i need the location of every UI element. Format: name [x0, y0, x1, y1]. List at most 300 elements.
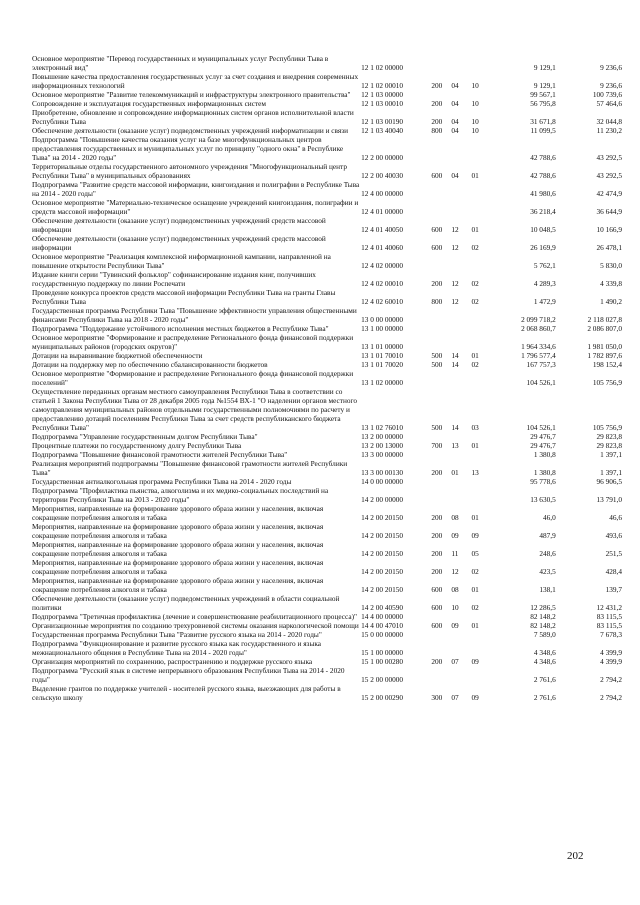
row-section: 10	[451, 603, 459, 612]
row-name: Издание книги серии "Тувинский фольклор" софинансирование издания книг, получивших государственную поддержку по линии Роспечати	[32, 270, 316, 288]
row-expense-type: 600	[431, 243, 443, 252]
row-subsection	[471, 432, 489, 441]
row-section	[451, 639, 471, 657]
row-amount-second: 46,6	[609, 513, 622, 522]
row-code: 12 1 03 00190	[361, 117, 404, 126]
row-amount-first: 10 048,5	[530, 225, 556, 234]
row-amount-first: 104 526,1	[526, 423, 556, 432]
row-code: 14 2 00 20150	[361, 585, 404, 594]
table-row	[32, 540, 622, 558]
row-name: Подпрограмма "Повышение финансовой грамотности жителей Республики Тыва"	[32, 450, 288, 459]
row-amount-second: 36 644,9	[596, 207, 622, 216]
row-expense-type: 800	[431, 126, 443, 135]
row-amount-second: 5 830,0	[600, 261, 622, 270]
row-amount-second: 11 230,2	[596, 126, 622, 135]
row-section: 04	[451, 126, 459, 135]
table-row	[32, 108, 622, 126]
row-section	[451, 432, 471, 441]
row-section	[451, 306, 471, 324]
row-section: 12	[451, 279, 459, 288]
table-row	[32, 639, 622, 657]
row-expense-type: 500	[431, 351, 443, 360]
row-amount-second: 57 464,6	[596, 99, 622, 108]
row-expense-type: 700	[431, 441, 443, 450]
row-expense-type: 300	[431, 693, 443, 702]
row-amount-first: 2 068 860,7	[521, 324, 556, 333]
row-code: 14 2 00 40590	[361, 603, 404, 612]
row-section: 09	[451, 531, 459, 540]
row-amount-second: 32 044,8	[596, 117, 622, 126]
table-row	[32, 459, 622, 477]
row-amount-second: 1 490,2	[600, 297, 622, 306]
table-row	[32, 576, 622, 594]
row-name: Подпрограмма "Русский язык в системе непрерывного образования Республики Тыва на 2014 - 2020 годы"	[32, 666, 345, 684]
row-expense-type	[431, 477, 451, 486]
row-amount-second: 2 794,2	[600, 693, 622, 702]
row-amount-first: 41 980,6	[530, 189, 556, 198]
row-code: 15 0 00 00000	[361, 630, 404, 639]
row-code: 12 4 02 60010	[361, 297, 404, 306]
row-code: 14 2 00 20150	[361, 531, 404, 540]
row-name: Мероприятия, направленные на формирование здорового образа жизни у населения, включая сокращение потребления алкоголя и табака	[32, 576, 324, 594]
row-expense-type	[431, 54, 451, 72]
row-amount-first: 1 796 577,4	[521, 351, 556, 360]
row-name: Мероприятия, направленные на формирование здорового образа жизни у населения, включая сокращение потребления алкоголя и табака	[32, 504, 324, 522]
row-name: Дотации на поддержку мер по обеспечению сбалансированности бюджетов	[32, 360, 268, 369]
row-subsection: 02	[471, 603, 479, 612]
row-section	[451, 90, 471, 99]
row-subsection: 01	[471, 441, 479, 450]
row-code: 14 4 00 00000	[361, 612, 404, 621]
row-section: 12	[451, 243, 459, 252]
row-expense-type	[431, 639, 451, 657]
row-name: Подпрограмма "Управление государственным долгом Республики Тыва"	[32, 432, 258, 441]
row-code: 12 4 02 00000	[361, 261, 404, 270]
row-subsection: 09	[471, 531, 479, 540]
table-row	[32, 54, 622, 72]
row-amount-first: 423,5	[539, 567, 556, 576]
row-section: 12	[451, 225, 459, 234]
row-subsection: 01	[471, 585, 479, 594]
row-expense-type: 600	[431, 603, 443, 612]
row-section	[451, 135, 471, 162]
row-subsection: 09	[471, 657, 479, 666]
row-amount-second: 1 397,1	[600, 468, 622, 477]
row-code: 13 3 00 00130	[361, 468, 404, 477]
row-code: 14 2 00 20150	[361, 549, 404, 558]
row-subsection: 02	[471, 279, 479, 288]
row-expense-type	[431, 90, 451, 99]
row-subsection	[471, 252, 489, 270]
table-row	[32, 198, 622, 216]
row-code: 12 4 00 00000	[361, 189, 404, 198]
row-name: Подпрограмма "Профилактика пьянства, алкоголизма и их медико-социальных последствий на территории Республики Тыва на 2013 - 2020 годы"	[32, 486, 329, 504]
row-expense-type: 200	[431, 531, 443, 540]
row-section: 04	[451, 171, 459, 180]
row-name: Обеспечение деятельности (оказание услуг) подведомственных учреждений средств массовой информации	[32, 234, 326, 252]
row-amount-first: 82 148,2	[530, 621, 556, 630]
row-amount-second: 26 478,1	[596, 243, 622, 252]
row-amount-second: 100 739,6	[592, 90, 622, 99]
table-row	[32, 99, 622, 108]
row-code: 13 2 00 13000	[361, 441, 404, 450]
table-row	[32, 360, 622, 369]
table-row	[32, 594, 622, 612]
row-code: 13 0 00 00000	[361, 315, 404, 324]
row-name: Дотации на выравнивание бюджетной обеспеченности	[32, 351, 203, 360]
row-name: Обеспечение деятельности (оказание услуг) подведомственных учреждений в области социальной политики	[32, 594, 340, 612]
table-row	[32, 72, 622, 90]
row-section: 04	[451, 81, 459, 90]
row-section: 08	[451, 513, 459, 522]
row-amount-second: 13 791,0	[596, 495, 622, 504]
row-subsection: 01	[471, 513, 479, 522]
row-subsection: 01	[471, 351, 479, 360]
row-section: 04	[451, 117, 459, 126]
row-amount-first: 42 788,6	[530, 171, 556, 180]
row-name: Подпрограмма "Функционирование и развитие русского языка как государственного и языка межнационального общения в Республике Тыва на 2014 - 2020 годы"	[32, 639, 322, 657]
row-amount-second: 83 115,5	[596, 621, 622, 630]
row-section	[451, 198, 471, 216]
row-amount-second: 198 152,4	[592, 360, 622, 369]
row-code: 14 2 00 20150	[361, 567, 404, 576]
row-amount-first: 9 129,1	[533, 81, 556, 90]
row-subsection: 02	[471, 243, 479, 252]
row-section: 08	[451, 585, 459, 594]
row-subsection: 01	[471, 225, 479, 234]
row-amount-second: 2 118 027,8	[587, 315, 622, 324]
row-section	[451, 666, 471, 684]
row-section	[451, 333, 471, 351]
table-row	[32, 612, 622, 621]
table-row	[32, 333, 622, 351]
row-code: 14 2 00 20150	[361, 513, 404, 522]
budget-table	[32, 54, 622, 702]
row-section: 12	[451, 567, 459, 576]
row-name: Территориальные отделы государственного автономного учреждения "Многофункциональный центр Республики Тыва" в муниципальных образованиях	[32, 162, 347, 180]
row-expense-type	[431, 666, 451, 684]
row-subsection	[471, 90, 489, 99]
row-amount-first: 4 348,6	[533, 657, 556, 666]
row-section	[451, 486, 471, 504]
row-expense-type	[431, 180, 451, 198]
row-subsection	[471, 369, 489, 387]
table-row	[32, 324, 622, 333]
row-section: 07	[451, 657, 459, 666]
row-amount-second: 12 431,2	[596, 603, 622, 612]
row-expense-type	[431, 252, 451, 270]
row-subsection	[471, 639, 489, 657]
row-subsection	[471, 612, 489, 621]
row-subsection: 03	[471, 423, 479, 432]
row-code: 13 1 01 70020	[361, 360, 404, 369]
row-code: 13 1 01 00000	[361, 342, 404, 351]
row-section	[451, 252, 471, 270]
row-amount-second: 428,4	[605, 567, 622, 576]
row-subsection: 02	[471, 360, 479, 369]
table-row	[32, 684, 622, 702]
row-amount-second: 7 678,3	[600, 630, 622, 639]
row-expense-type	[431, 135, 451, 162]
row-amount-second: 251,5	[605, 549, 622, 558]
row-subsection: 10	[471, 81, 479, 90]
row-name: Обеспечение деятельности (оказание услуг) подведомственных учреждений информатизации и связи	[32, 126, 349, 135]
row-expense-type	[431, 306, 451, 324]
row-code: 12 1 03 00000	[361, 90, 404, 99]
row-subsection: 01	[471, 621, 479, 630]
row-amount-second: 1 397,1	[600, 450, 622, 459]
row-section: 14	[451, 423, 459, 432]
row-name: Реализация мероприятий подпрограммы "Повышение финансовой грамотности жителей Республики Тыва"	[32, 459, 348, 477]
row-amount-first: 7 589,0	[533, 630, 556, 639]
row-code: 12 1 03 40040	[361, 126, 404, 135]
row-amount-first: 13 630,5	[530, 495, 556, 504]
table-row	[32, 252, 622, 270]
row-section: 09	[451, 621, 459, 630]
table-row	[32, 135, 622, 162]
row-amount-first: 9 129,1	[533, 63, 556, 72]
row-amount-second: 9 236,6	[600, 63, 622, 72]
row-expense-type: 500	[431, 360, 443, 369]
row-code: 12 4 01 40050	[361, 225, 404, 234]
row-section	[451, 450, 471, 459]
row-name: Приобретение, обновление и сопровождение информационных систем органов исполнительной власти Республики Тыва	[32, 108, 354, 126]
row-expense-type: 200	[431, 117, 443, 126]
row-amount-second: 83 115,5	[596, 612, 622, 621]
row-name: Осуществление переданных органам местного самоуправления Республики Тыва в соответствии со статьей 1 Закона Республики Тыва от 28 декабря 2005 года №1554 ВХ-1 "О наделении органов местного самоуправления муниципальных районов отдельными государственными полномочиями по расчету и предоставлению дотаций поселениям Республики Тыва за счет средств республиканского бюджета Республики Тыва"	[32, 387, 357, 432]
row-expense-type	[431, 486, 451, 504]
row-subsection	[471, 666, 489, 684]
table-row	[32, 477, 622, 486]
row-subsection	[471, 306, 489, 324]
row-expense-type: 500	[431, 423, 443, 432]
row-subsection	[471, 324, 489, 333]
row-amount-first: 11 099,5	[530, 126, 556, 135]
table-row	[32, 666, 622, 684]
table-row	[32, 369, 622, 387]
row-code: 12 2 00 40030	[361, 171, 404, 180]
row-section: 01	[451, 468, 459, 477]
row-name: Основное мероприятие "Развитие телекоммуникаций и инфраструктуры электронного правительства"	[32, 90, 351, 99]
row-amount-second: 105 756,9	[592, 423, 622, 432]
row-amount-first: 31 671,8	[530, 117, 556, 126]
row-name: Выделение грантов по поддержке учителей - носителей русского языка, выезжающих для работы в сельскую школу	[32, 684, 341, 702]
row-name: Основное мероприятие "Формирование и распределение Регионального фонда финансовой поддержки муниципальных районов (городских округов)"	[32, 333, 354, 351]
row-subsection: 02	[471, 297, 479, 306]
row-expense-type: 200	[431, 513, 443, 522]
budget-table-body	[32, 54, 622, 702]
row-name: Подпрограмма "Повышение качества оказания услуг на базе многофункциональных центров предоставления государственных и муниципальных услуг по принципу "одного окна" в Республике Тыва" на 2014 - 2020 годы"	[32, 135, 344, 162]
row-section: 14	[451, 351, 459, 360]
row-code: 12 1 03 00010	[361, 99, 404, 108]
table-row	[32, 234, 622, 252]
row-name: Основное мероприятие "Реализация комплексной информационной кампании, направленной на повышение открытости Республики Тыва"	[32, 252, 331, 270]
row-code: 15 1 00 00000	[361, 648, 404, 657]
row-subsection	[471, 180, 489, 198]
row-expense-type: 800	[431, 297, 443, 306]
row-expense-type: 600	[431, 585, 443, 594]
row-amount-first: 99 567,1	[530, 90, 556, 99]
table-row	[32, 387, 622, 432]
row-subsection: 01	[471, 171, 479, 180]
row-name: Повышение качества предоставления государственных услуг за счет создания и внедрения современных информационных технологий	[32, 72, 359, 90]
row-expense-type: 200	[431, 549, 443, 558]
row-amount-first: 2 761,6	[533, 693, 556, 702]
table-row	[32, 126, 622, 135]
row-code: 12 4 01 00000	[361, 207, 404, 216]
row-amount-first: 104 526,1	[526, 378, 556, 387]
table-row	[32, 216, 622, 234]
table-row	[32, 441, 622, 450]
row-section: 04	[451, 99, 459, 108]
row-code: 12 1 02 00010	[361, 81, 404, 90]
row-name: Организационные мероприятия по созданию трехуровневой системы оказания наркологической помощи	[32, 621, 359, 630]
row-code: 13 1 02 76010	[361, 423, 404, 432]
row-section: 07	[451, 693, 459, 702]
row-expense-type	[431, 333, 451, 351]
table-row	[32, 351, 622, 360]
row-name: Основное мероприятие "Формирование и распределение Регионального фонда финансовой поддержки поселений"	[32, 369, 354, 387]
row-amount-first: 2 761,6	[533, 675, 556, 684]
row-name: Процентные платежи по государственному долгу Республики Тыва	[32, 441, 242, 450]
row-code: 15 1 00 00280	[361, 657, 404, 666]
row-subsection: 05	[471, 549, 479, 558]
row-subsection: 02	[471, 567, 479, 576]
table-row	[32, 621, 622, 630]
row-expense-type	[431, 432, 451, 441]
row-code: 13 1 02 00000	[361, 378, 404, 387]
row-section	[451, 612, 471, 621]
row-name: Мероприятия, направленные на формирование здорового образа жизни у населения, включая сокращение потребления алкоголя и табака	[32, 522, 324, 540]
row-expense-type	[431, 198, 451, 216]
table-row	[32, 432, 622, 441]
table-row	[32, 270, 622, 288]
row-name: Мероприятия, направленные на формирование здорового образа жизни у населения, включая сокращение потребления алкоголя и табака	[32, 558, 324, 576]
row-subsection	[471, 135, 489, 162]
row-amount-first: 4 289,3	[533, 279, 556, 288]
row-section: 13	[451, 441, 459, 450]
row-name: Проведение конкурса проектов средств массовой информации Республики Тыва на гранты Главы Республики Тыва	[32, 288, 336, 306]
row-expense-type	[431, 324, 451, 333]
row-name: Обеспечение деятельности (оказание услуг) подведомственных учреждений средств массовой информации	[32, 216, 326, 234]
table-row	[32, 450, 622, 459]
row-expense-type	[431, 369, 451, 387]
row-amount-second: 105 756,9	[592, 378, 622, 387]
row-amount-first: 1 472,9	[533, 297, 556, 306]
row-expense-type: 600	[431, 225, 443, 234]
row-amount-first: 82 148,2	[530, 612, 556, 621]
table-row	[32, 486, 622, 504]
table-row	[32, 90, 622, 99]
table-row	[32, 630, 622, 639]
row-subsection	[471, 477, 489, 486]
row-code: 13 2 00 00000	[361, 432, 404, 441]
row-code: 13 1 01 70010	[361, 351, 404, 360]
row-amount-second: 29 823,8	[596, 441, 622, 450]
row-subsection	[471, 450, 489, 459]
table-row	[32, 288, 622, 306]
row-subsection: 13	[471, 468, 479, 477]
row-section: 11	[451, 549, 459, 558]
row-amount-first: 4 348,6	[533, 648, 556, 657]
row-amount-first: 2 099 718,2	[521, 315, 556, 324]
row-subsection: 10	[471, 126, 479, 135]
row-amount-second: 493,6	[605, 531, 622, 540]
row-amount-first: 487,9	[539, 531, 556, 540]
row-code: 12 1 02 00000	[361, 63, 404, 72]
row-code: 15 2 00 00290	[361, 693, 404, 702]
row-expense-type	[431, 630, 451, 639]
row-expense-type	[431, 450, 451, 459]
row-amount-first: 12 286,5	[530, 603, 556, 612]
row-amount-second: 1 782 897,6	[587, 351, 622, 360]
row-section	[451, 54, 471, 72]
row-amount-first: 167 757,3	[526, 360, 556, 369]
row-amount-first: 5 762,1	[533, 261, 556, 270]
row-amount-first: 1 964 334,6	[521, 342, 556, 351]
row-name: Подпрограмма "Поддержание устойчивого исполнения местных бюджетов в Республике Тыва"	[32, 324, 329, 333]
row-code: 14 0 00 00000	[361, 477, 404, 486]
table-row	[32, 558, 622, 576]
row-subsection: 10	[471, 117, 479, 126]
row-expense-type	[431, 612, 451, 621]
row-name: Подпрограмма "Развитие средств массовой информации, книгоиздания и полиграфии в Республике Тыва на 2014 - 2020 годы"	[32, 180, 360, 198]
row-amount-second: 9 236,6	[600, 81, 622, 90]
row-subsection: 09	[471, 693, 479, 702]
row-amount-first: 29 476,7	[530, 441, 556, 450]
row-subsection	[471, 486, 489, 504]
row-section	[451, 180, 471, 198]
row-amount-second: 1 981 050,0	[587, 342, 622, 351]
row-name: Организация мероприятий по сохранению, распространению и поддержке русского языка	[32, 657, 313, 666]
row-subsection	[471, 198, 489, 216]
row-name: Подпрограмма "Третичная профилактика (лечение и совершенствование реабилитационного процесса)"	[32, 612, 357, 621]
row-amount-first: 46,0	[542, 513, 556, 522]
row-amount-second: 29 823,8	[596, 432, 622, 441]
row-amount-first: 95 778,6	[530, 477, 556, 486]
table-row	[32, 162, 622, 180]
row-amount-first: 248,6	[539, 549, 556, 558]
row-section	[451, 369, 471, 387]
row-amount-second: 4 399,9	[600, 657, 622, 666]
row-amount-second: 10 166,9	[596, 225, 622, 234]
row-amount-second: 96 906,5	[596, 477, 622, 486]
row-section	[451, 324, 471, 333]
row-name: Мероприятия, направленные на формирование здорового образа жизни у населения, включая сокращение потребления алкоголя и табака	[32, 540, 324, 558]
row-expense-type: 200	[431, 468, 443, 477]
row-subsection	[471, 54, 489, 72]
row-amount-second: 2 086 807,0	[587, 324, 622, 333]
row-amount-second: 43 292,5	[596, 171, 622, 180]
row-subsection: 10	[471, 99, 479, 108]
table-row	[32, 522, 622, 540]
table-row	[32, 180, 622, 198]
row-amount-second: 2 794,2	[600, 675, 622, 684]
row-name: Основное мероприятие "Перевод государственных и муниципальных услуг Республики Тыва в электронный вид"	[32, 54, 329, 72]
row-expense-type: 200	[431, 567, 443, 576]
row-amount-first: 36 218,4	[530, 207, 556, 216]
row-expense-type: 200	[431, 657, 443, 666]
table-row	[32, 504, 622, 522]
row-code: 12 4 01 40060	[361, 243, 404, 252]
row-name: Сопровождение и эксплуатация государственных информационных систем	[32, 99, 266, 108]
row-code: 13 3 00 00000	[361, 450, 404, 459]
row-section: 14	[451, 360, 459, 369]
row-section	[451, 477, 471, 486]
row-amount-first: 138,1	[539, 585, 556, 594]
row-code: 12 2 00 00000	[361, 153, 404, 162]
row-code: 12 4 02 00010	[361, 279, 404, 288]
